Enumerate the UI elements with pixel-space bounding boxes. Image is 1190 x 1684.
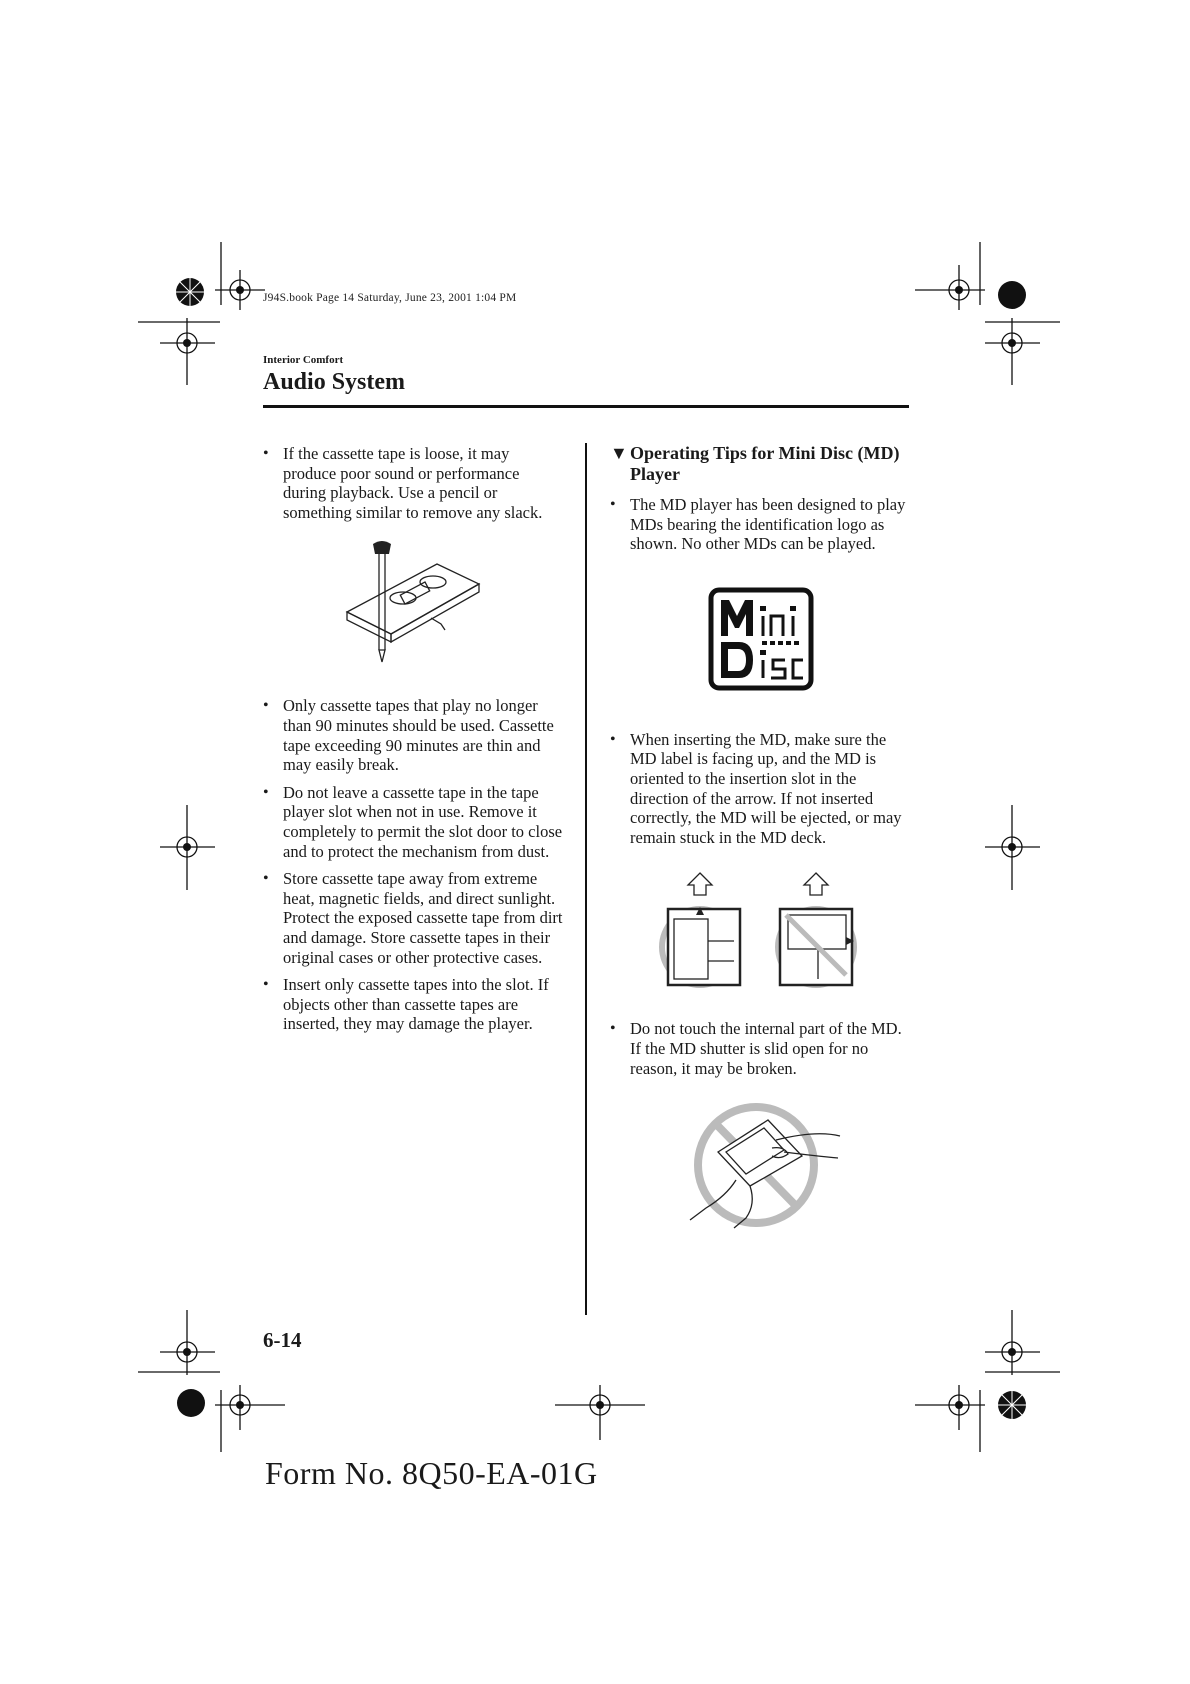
cassette-pencil-illustration xyxy=(333,540,493,670)
bullet-text: Do not leave a cassette tape in the tape player slot when not in use. Remove it completely to permit the slot door to close and to protect the mechanism from dust. xyxy=(283,782,563,861)
bullet-text: Only cassette tapes that play no longer than 90 minutes should be used. Cassette tape exceeding 90 minutes are thin and may easily break. xyxy=(283,696,554,775)
list-item xyxy=(610,495,912,554)
title-rule xyxy=(263,405,909,408)
heading-marker: ▼ xyxy=(610,443,628,463)
list-item xyxy=(610,1019,912,1078)
md-shutter-warning-illustration xyxy=(676,1100,846,1230)
page-number: 6-14 xyxy=(263,1328,302,1352)
minidisc-logo xyxy=(707,586,815,692)
subsection-heading xyxy=(610,443,912,485)
bullet-text: When inserting the MD, make sure the MD label is facing up, and the MD is oriented to the insertion slot in the direction of the arrow. If not inserted correctly, the MD will be ejected, or may remain stuck in the MD deck. xyxy=(630,729,902,847)
page-title: Audio System xyxy=(263,369,406,395)
list-item xyxy=(263,869,563,967)
list-item xyxy=(263,444,563,522)
section-label: Interior Comfort xyxy=(263,354,344,366)
bullet-text: Insert only cassette tapes into the slot. If objects other than cassette tapes are inserted, they may damage the player. xyxy=(283,975,549,1034)
left-column xyxy=(263,444,563,1042)
list-item xyxy=(610,730,912,848)
list-item xyxy=(263,975,563,1034)
heading-text: Operating Tips for Mini Disc (MD) Player xyxy=(630,443,900,484)
bullet-text: The MD player has been designed to play MDs bearing the identification logo as shown. No other MDs can be played. xyxy=(630,495,906,554)
bullet-text: Store cassette tape away from extreme heat, magnetic fields, and direct sunlight. Protect the exposed cassette tape from dirt and damage. Store cassette tapes in their original cases or other protective cases. xyxy=(283,869,563,967)
list-item xyxy=(263,783,563,861)
list-item xyxy=(263,696,563,774)
bullet-text: If the cassette tape is loose, it may produce poor sound or performance during playback. Use a pencil or something similar to remove any slack. xyxy=(283,444,543,522)
bullet-text: Do not touch the internal part of the MD. If the MD shutter is slid open for no reason, it may be broken. xyxy=(630,1019,902,1078)
right-column xyxy=(610,443,912,1230)
column-divider xyxy=(585,443,587,1315)
print-header: J94S.book Page 14 Saturday, June 23, 2001 1:04 PM xyxy=(263,292,517,304)
form-number: Form No. 8Q50-EA-01G xyxy=(265,1455,598,1491)
md-insertion-illustration xyxy=(656,869,866,989)
